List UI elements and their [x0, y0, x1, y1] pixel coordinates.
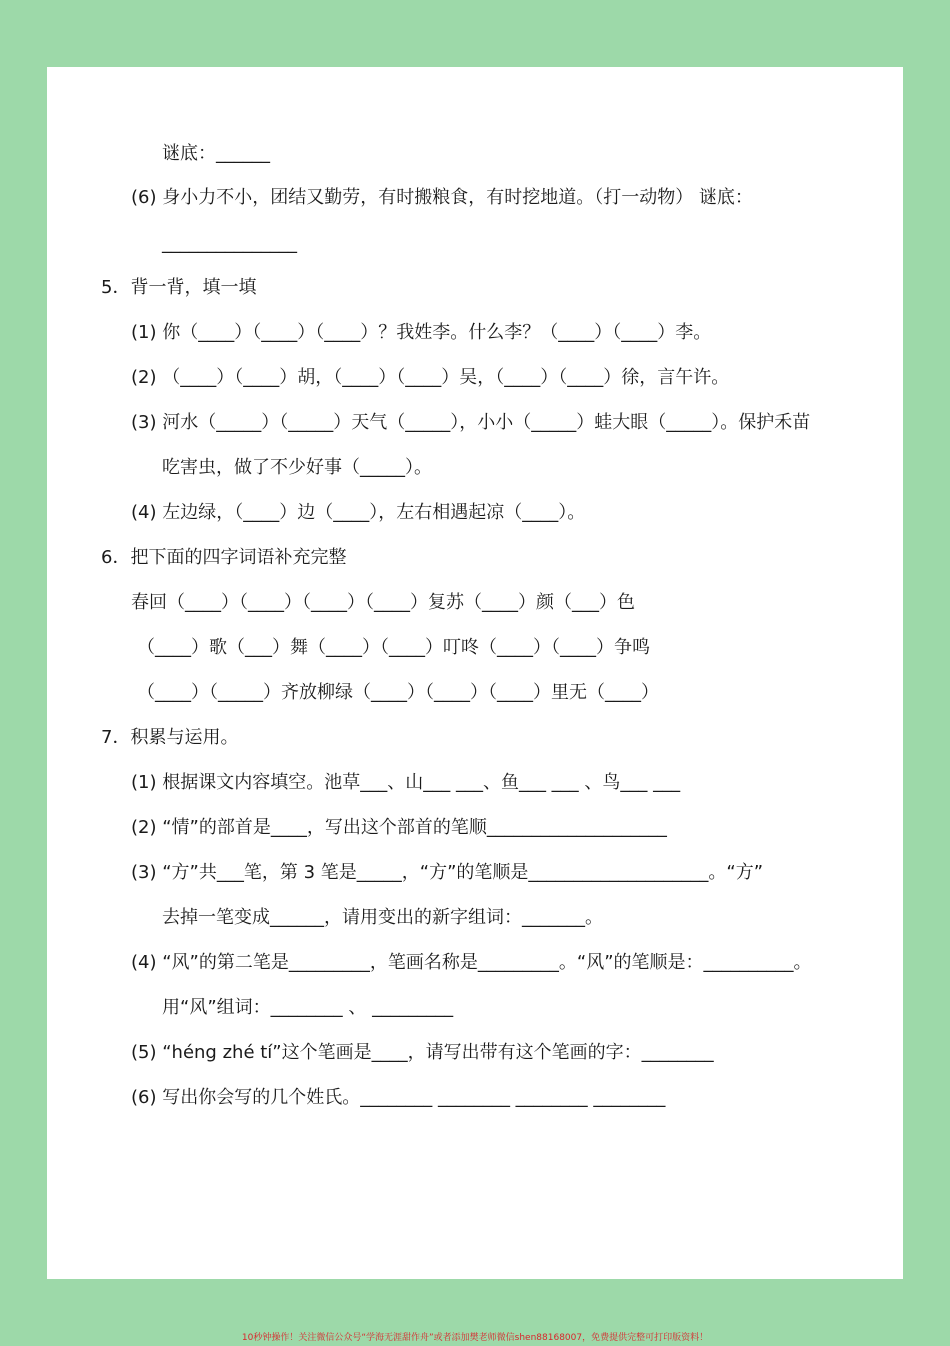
section-5-item-2: (2) （____）（____）胡，（____）（____）吴，（____）（____）徐，言午许。: [131, 367, 730, 388]
section-5-title: 5．背一背，填一填: [101, 277, 257, 298]
section-6-row-3: （____）（_____）齐放柳绿（____）（____）（____）里无（____）: [137, 682, 659, 703]
section-5-item-3-cont: 吃害虫，做了不少好事（_____）。: [162, 457, 432, 478]
section-7-item-4: (4) “风”的第二笔是_________，笔画名称是_________。“风”的笔顺是：__________。: [131, 952, 812, 973]
riddle-answer-5: 谜底：______: [162, 143, 270, 164]
section-7-item-2: (2) “情”的部首是____，写出这个部首的笔顺____________________: [131, 817, 667, 838]
section-6-row-1: 春回（____）（____）（____）（____）复苏（____）颜（___）色: [131, 592, 635, 613]
riddle-answer-6: _______________: [162, 233, 297, 254]
section-6-row-2: （____）歌（___）舞（____）（____）叮咚（____）（____）争鸣: [137, 637, 650, 658]
promo-footer: 10秒钟操作！关注微信公众号“学海无涯甜作舟”或者添加樊老师微信shen88168007，免费提供完整可打印版资料！: [241, 1333, 709, 1343]
section-5-item-3: (3) 河水（_____）（_____）天气（_____），小小（_____）蛙大眼（_____）。保护禾苗: [131, 412, 811, 433]
riddle-6: (6) 身小力不小，团结又勤劳，有时搬粮食，有时挖地道。（打一动物） 谜底：: [131, 187, 753, 208]
section-7-item-5: (5) “héng zhé tí”这个笔画是____，请写出带有这个笔画的字：________: [131, 1042, 714, 1063]
worksheet-page: [47, 67, 903, 1279]
section-7-item-6: (6) 写出你会写的几个姓氏。________ ________ ________ ________: [131, 1087, 666, 1108]
section-7-item-3-cont: 去掉一笔变成______，请用变出的新字组词：_______。: [162, 907, 603, 928]
section-5-item-1: (1) 你（____）（____）（____）？我姓李。什么李？（____）（____）李。: [131, 322, 712, 343]
section-7-item-3: (3) “方”共___笔，第 3 笔是_____，“方”的笔顺是____________________。“方”: [131, 862, 764, 883]
section-7-title: 7．积累与运用。: [101, 727, 239, 748]
section-6-title: 6．把下面的四字词语补充完整: [101, 547, 347, 568]
section-7-item-4-cont: 用“风”组词：________ 、 _________: [162, 997, 454, 1018]
section-7-item-1: (1) 根据课文内容填空。池草___、山___ ___、鱼___ ___ 、鸟___ ___: [131, 772, 681, 793]
section-5-item-4: (4) 左边绿，（____）边（____），左右相遇起凉（____）。: [131, 502, 586, 523]
